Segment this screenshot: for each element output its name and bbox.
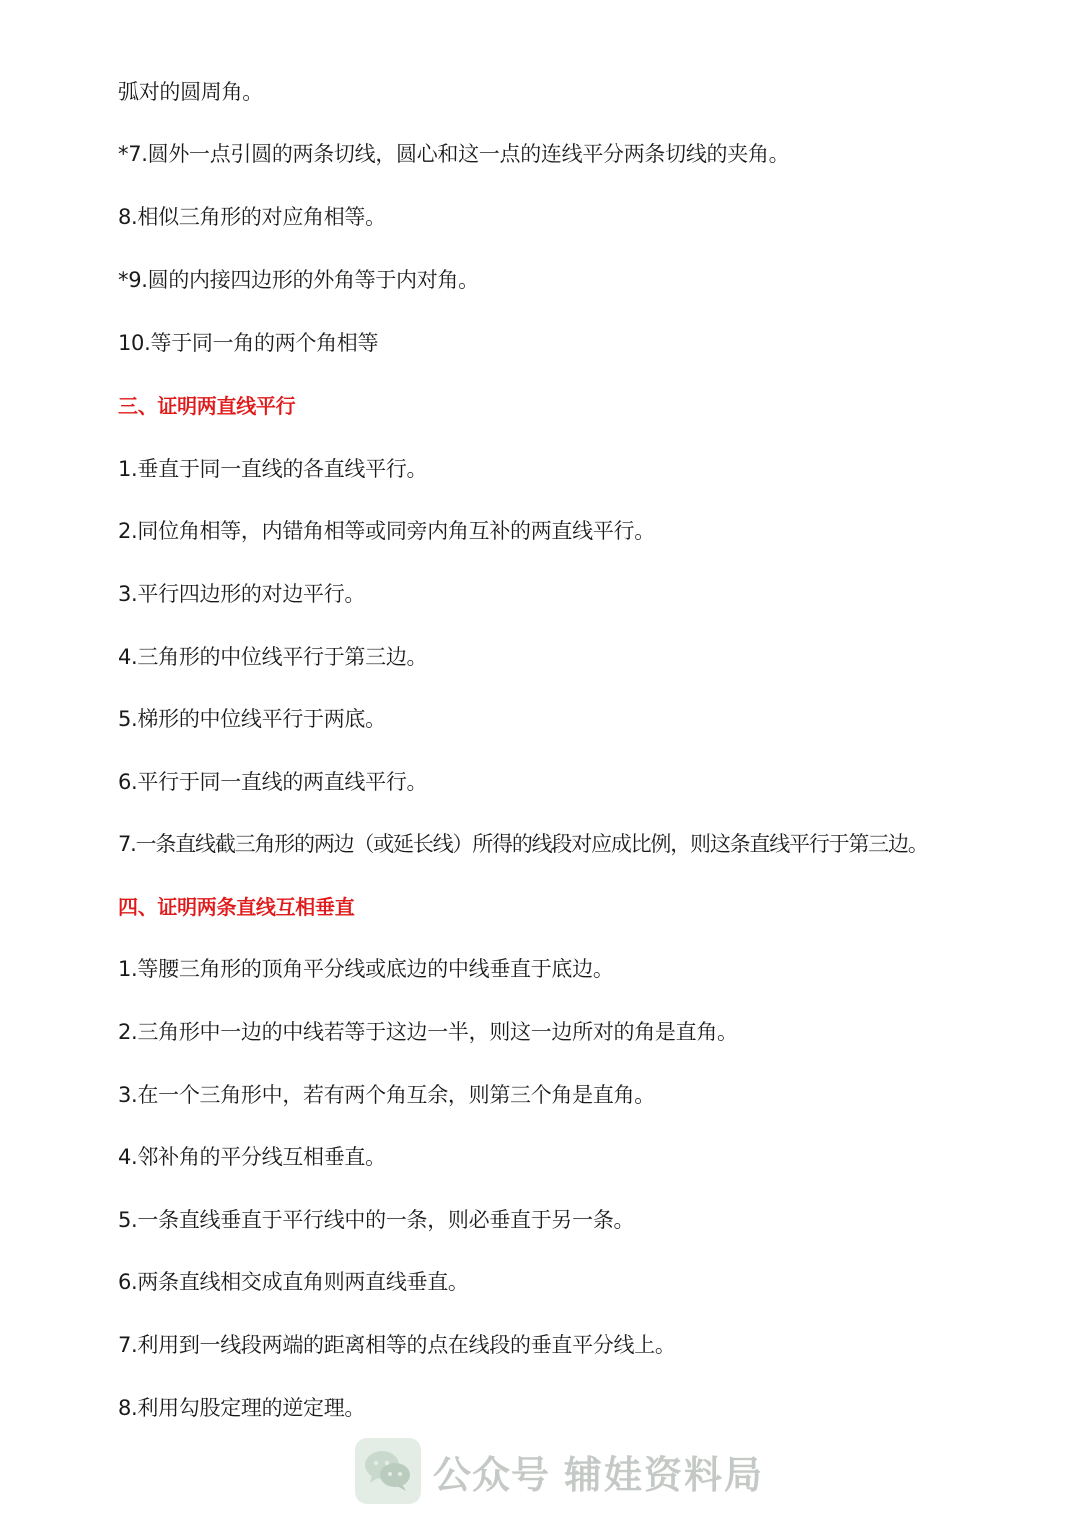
section-heading: 四、证明两条直线互相垂直 — [118, 895, 355, 919]
list-item: 2.三角形中一边的中线若等于这边一半，则这一边所对的角是直角。 — [118, 1020, 738, 1044]
list-item: 3.平行四边形的对边平行。 — [118, 582, 366, 606]
list-item: 5.一条直线垂直于平行线中的一条，则必垂直于另一条。 — [118, 1208, 635, 1232]
watermark-account: 辅娃资料局 — [564, 1452, 765, 1497]
list-item: 6.两条直线相交成直角则两直线垂直。 — [118, 1270, 469, 1294]
text-line: *7.圆外一点引圆的两条切线，圆心和这一点的连线平分两条切线的夹角。 — [118, 142, 790, 166]
list-item: 7.一条直线截三角形的两边（或延长线）所得的线段对应成比例，则这条直线平行于第三边。 — [118, 832, 928, 856]
list-item: 8.利用勾股定理的逆定理。 — [118, 1396, 366, 1420]
list-item: 6.平行于同一直线的两直线平行。 — [118, 770, 428, 794]
text-line: *9.圆的内接四边形的外角等于内对角。 — [118, 268, 479, 292]
text-line: 10.等于同一角的两个角相等 — [118, 331, 379, 355]
text-line: 8.相似三角形的对应角相等。 — [118, 205, 386, 229]
watermark — [355, 1438, 764, 1504]
list-item: 1.垂直于同一直线的各直线平行。 — [118, 457, 428, 481]
wechat-icon — [355, 1438, 421, 1504]
list-item: 4.邻补角的平分线互相垂直。 — [118, 1145, 386, 1169]
list-item: 1.等腰三角形的顶角平分线或底边的中线垂直于底边。 — [118, 957, 614, 981]
list-item: 4.三角形的中位线平行于第三边。 — [118, 645, 428, 669]
list-item: 2.同位角相等，内错角相等或同旁内角互补的两直线平行。 — [118, 519, 655, 543]
list-item: 3.在一个三角形中，若有两个角互余，则第三个角是直角。 — [118, 1083, 655, 1107]
watermark-label: 公众号 — [433, 1452, 551, 1497]
section-heading: 三、证明两直线平行 — [118, 394, 296, 418]
list-item: 5.梯形的中位线平行于两底。 — [118, 707, 386, 731]
text-line: 弧对的圆周角。 — [118, 80, 263, 104]
list-item: 7.利用到一线段两端的距离相等的点在线段的垂直平分线上。 — [118, 1333, 676, 1357]
